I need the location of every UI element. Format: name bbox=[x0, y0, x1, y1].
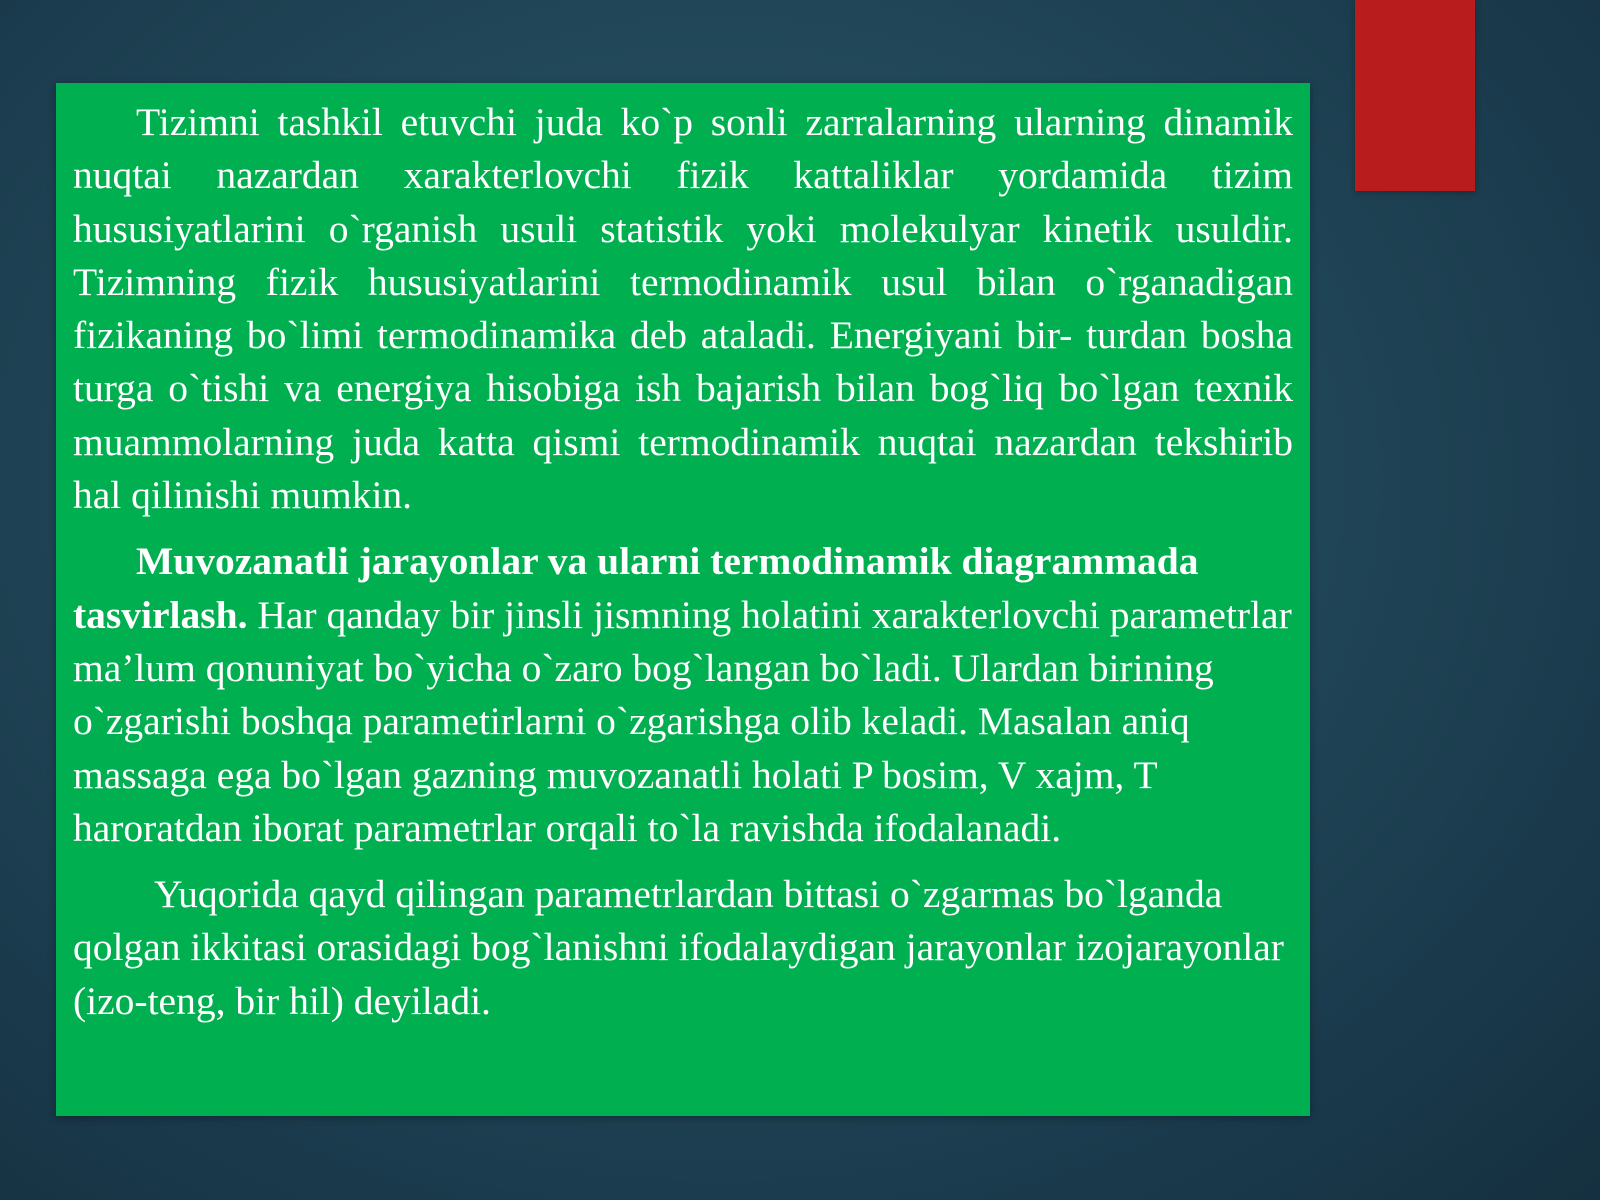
paragraph-equilibrium-processes bbox=[73, 535, 1293, 855]
section-heading: Muvozanatli jarayonlar va ularni termodinamik diagrammada tasvirlash. bbox=[73, 539, 1199, 637]
red-accent-bar bbox=[1355, 0, 1475, 191]
paragraph-equilibrium-body: Har qanday bir jinsli jismning holatini xarakterlovchi parametrlar ma’lum qonuniyat bo`yicha o`zaro bog`langan bo`ladi. Ulardan birining o`zgarishi boshqa parametirlarni o`zgarishga olib keladi. Masalan aniq massaga ega bo`lgan gazning muvozanatli holati P bosim, V xajm, T haroratdan iborat parametrlar orqali to`la ravishda ifodalanadi. bbox=[73, 592, 1292, 850]
text-box bbox=[56, 83, 1310, 1116]
paragraph-statistical-method: Tizimni tashkil etuvchi juda ko`p sonli zarralarning ularning dinamik nuqtai nazardan xarakterlovchi fizik kattaliklar yordamida tizim hususiyatlarini o`rganish usuli statistik yoki molekulyar kinetik usuldir. Tizimning fizik hususiyatlarini termodinamik usul bilan o`rganadigan fizikaning bo`limi termodinamika deb ataladi. Energiyani bir- turdan bosha turga o`tishi va energiya hisobiga ish bajarish bilan bog`liq bo`lgan texnik muammolarning juda katta qismi termodinamik nuqtai nazardan tekshirib hal qilinishi mumkin. bbox=[73, 100, 1293, 518]
paragraph-isoprocesses: Yuqorida qayd qilingan parametrlardan bittasi o`zgarmas bo`lganda qolgan ikkitasi orasidagi bog`lanishni ifodalaydigan jarayonlar izojarayonlar (izo-teng, bir hil) deyiladi. bbox=[73, 872, 1284, 1023]
